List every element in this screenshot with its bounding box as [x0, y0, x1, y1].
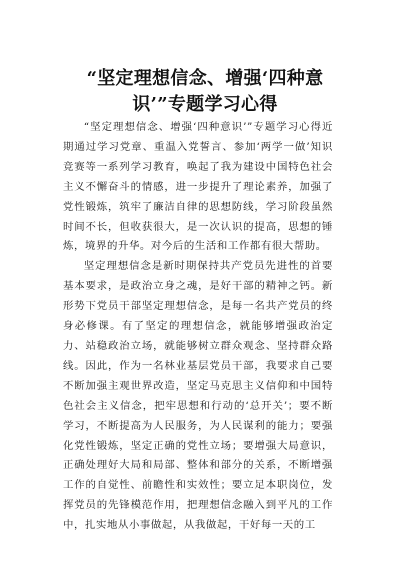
document-body	[63, 118, 333, 536]
body-paragraph-1: “坚定理想信念、增强‘四种意识’”专题学习心得近期通过学习党章、重温入党誓言、参加‘两学一做’知识竞赛等一系列学习教育，唤起了我为建设中国特色社会主义不懈奋斗的情感，进一步提升了理论素养，加强了党性锻炼，筑牢了廉洁自律的思想防线，学习阶段虽然时间不长，但收获很大，是一次认识的提高，思想的锤炼，境界的升华。对今后的生活和工作都有很大帮助。	[63, 121, 333, 253]
document-title: “坚定理想信念、增强‘四种意识’”专题学习心得	[86, 68, 324, 115]
body-paragraph-2: 坚定理想信念是新时期保持共产党员先进性的首要基本要求，是政治立身之魂，是好干部的精神之钙。新形势下党员干部坚定理想信念，是每一名共产党员的终身必修课。有了坚定的理想信念，就能够增强政治定力、站稳政治立场，就能够树立群众观念、坚持群众路线。因此，作为一名林业基层党员干部，我要求自己要不断加强主观世界改造，坚定马克思主义信仰和中国特色社会主义信念，把牢思想和行动的‘总开关’；要不断学习，不断提高为人民服务，为人民谋利的能力；要强化党性锻炼，坚定正确的党性立场；要增强大局意识，正确处理好大局和局部、整体和部分的关系，不断增强工作的自觉性、前瞻性和实效性；要立足本职岗位，发挥党员的先锋模范作用，把理想信念融入到平凡的工作中，扎实地从小事做起，从我做起，干好每一天的工	[63, 260, 333, 532]
